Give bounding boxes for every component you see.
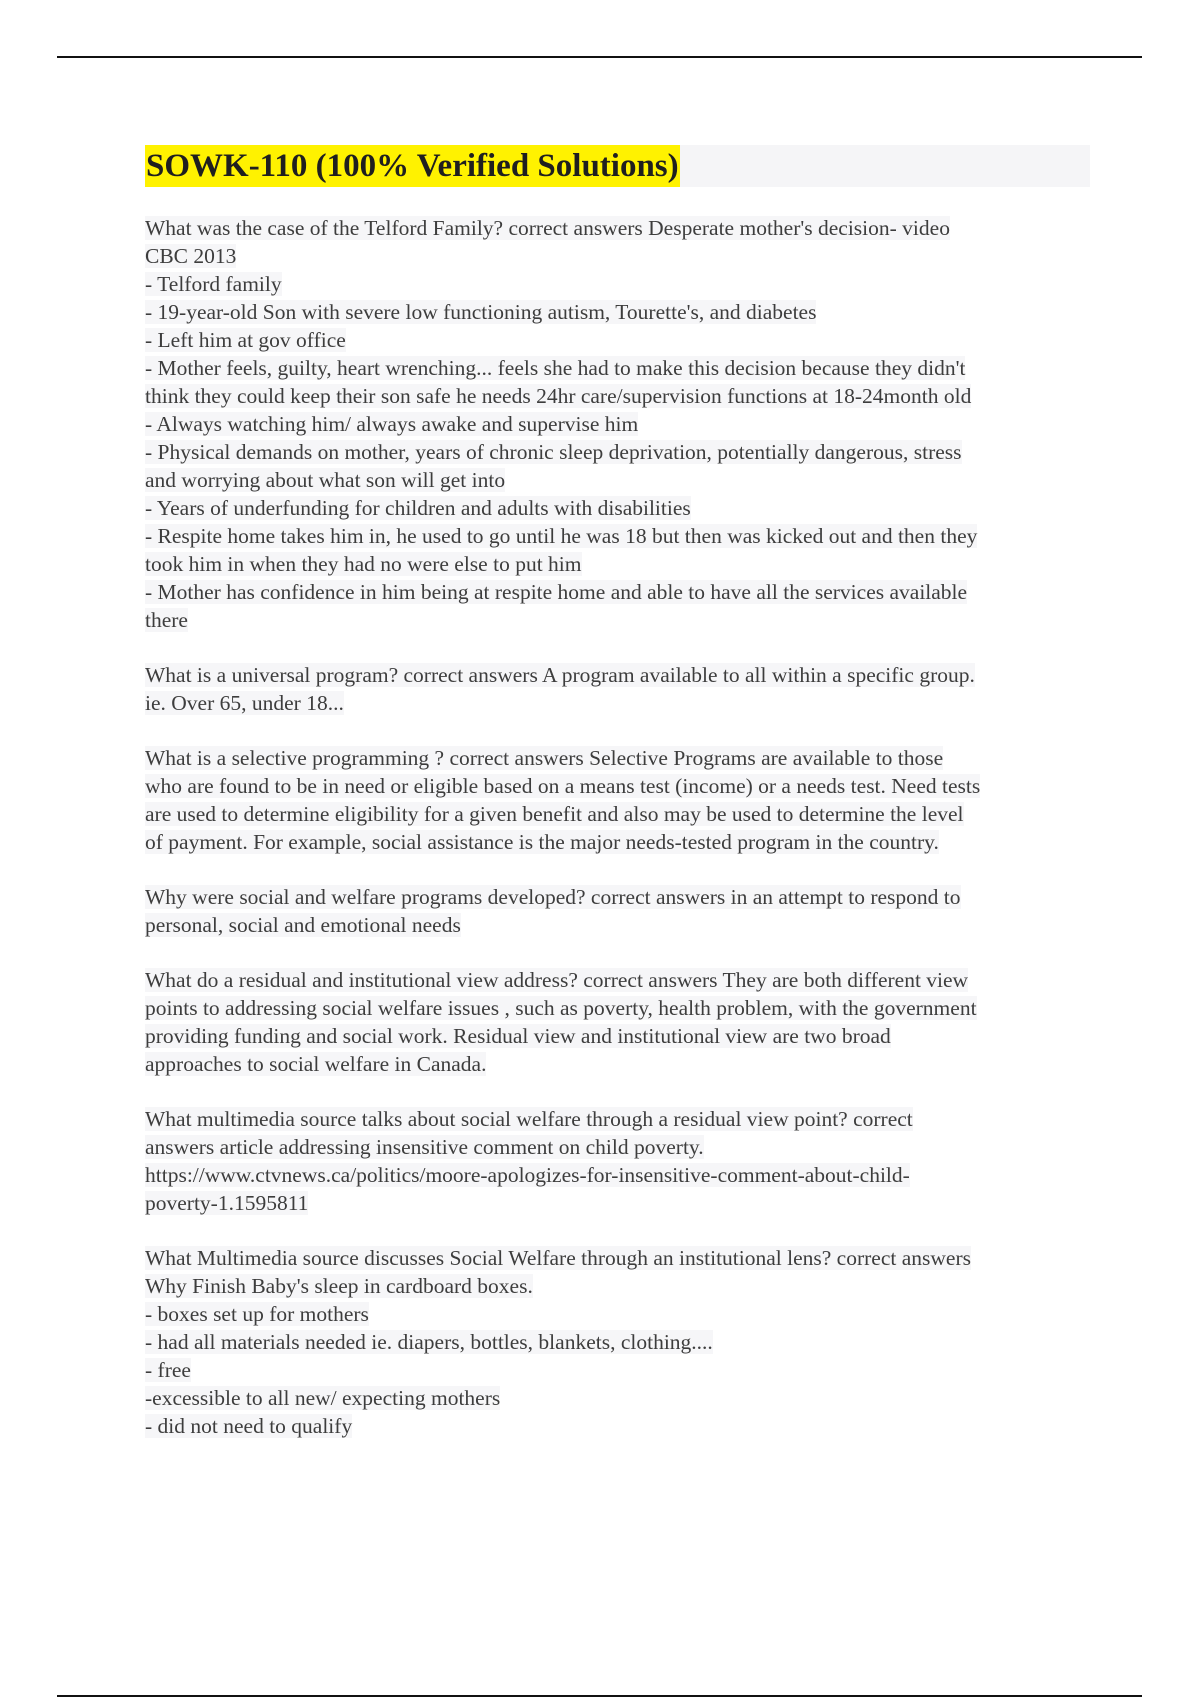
line-text: - did not need to qualify xyxy=(145,1414,353,1438)
qa-block xyxy=(145,966,1090,1078)
line-text: points to addressing social welfare issues , such as poverty, health problem, with the government xyxy=(145,996,977,1020)
qa-list xyxy=(145,214,1090,1440)
document-body xyxy=(145,145,1090,1467)
line-text: - boxes set up for mothers xyxy=(145,1302,369,1326)
line-text: Why were social and welfare programs developed? correct answers in an attempt to respond to xyxy=(145,885,961,909)
text-line xyxy=(145,438,1090,466)
text-line xyxy=(145,1412,1090,1440)
qa-block xyxy=(145,883,1090,939)
line-text: - Left him at gov office xyxy=(145,328,346,352)
line-text: answers article addressing insensitive comment on child poverty. xyxy=(145,1135,704,1159)
text-line xyxy=(145,270,1090,298)
line-text: What is a selective programming ? correct answers Selective Programs are available to those xyxy=(145,746,944,770)
line-text: are used to determine eligibility for a given benefit and also may be used to determine the level xyxy=(145,802,964,826)
line-text: What Multimedia source discusses Social Welfare through an institutional lens? correct answers xyxy=(145,1246,971,1270)
line-text: - Physical demands on mother, years of chronic sleep deprivation, potentially dangerous, stress xyxy=(145,440,962,464)
text-line xyxy=(145,242,1090,270)
text-line xyxy=(145,772,1090,800)
qa-block xyxy=(145,661,1090,717)
line-text: What was the case of the Telford Family? correct answers Desperate mother's decision- video xyxy=(145,216,950,240)
text-line xyxy=(145,689,1090,717)
line-text: personal, social and emotional needs xyxy=(145,913,461,937)
text-line xyxy=(145,1105,1090,1133)
text-line xyxy=(145,661,1090,689)
line-text: think they could keep their son safe he needs 24hr care/supervision functions at 18-24month old xyxy=(145,384,972,408)
text-line xyxy=(145,911,1090,939)
text-line xyxy=(145,382,1090,410)
line-text: What is a universal program? correct answers A program available to all within a specific group. xyxy=(145,663,975,687)
text-line xyxy=(145,1133,1090,1161)
text-line xyxy=(145,326,1090,354)
qa-block xyxy=(145,744,1090,856)
line-text: - free xyxy=(145,1358,191,1382)
text-line xyxy=(145,550,1090,578)
line-text: ie. Over 65, under 18... xyxy=(145,691,344,715)
text-line xyxy=(145,494,1090,522)
bottom-rule xyxy=(57,1695,1142,1697)
line-text: - Years of underfunding for children and adults with disabilities xyxy=(145,496,691,520)
text-line xyxy=(145,1161,1090,1189)
qa-block xyxy=(145,1244,1090,1440)
title-band xyxy=(145,145,1090,187)
line-text: took him in when they had no were else to put him xyxy=(145,552,582,576)
line-text: - Respite home takes him in, he used to go until he was 18 but then was kicked out and then they xyxy=(145,524,978,548)
line-text: there xyxy=(145,608,188,632)
line-text: https://www.ctvnews.ca/politics/moore-apologizes-for-insensitive-comment-about-child- xyxy=(145,1163,910,1187)
line-text: - Mother feels, guilty, heart wrenching... feels she had to make this decision because they didn't xyxy=(145,356,966,380)
text-line xyxy=(145,883,1090,911)
line-text: What do a residual and institutional view address? correct answers They are both different view xyxy=(145,968,969,992)
text-line xyxy=(145,466,1090,494)
text-line xyxy=(145,354,1090,382)
line-text: -excessible to all new/ expecting mothers xyxy=(145,1386,501,1410)
text-line xyxy=(145,1272,1090,1300)
text-line xyxy=(145,578,1090,606)
line-text: of payment. For example, social assistance is the major needs-tested program in the country. xyxy=(145,830,939,854)
text-line xyxy=(145,410,1090,438)
text-line xyxy=(145,994,1090,1022)
line-text: poverty-1.1595811 xyxy=(145,1191,309,1215)
text-line xyxy=(145,744,1090,772)
line-text: - Always watching him/ always awake and supervise him xyxy=(145,412,639,436)
text-line xyxy=(145,1244,1090,1272)
text-line xyxy=(145,1300,1090,1328)
line-text: What multimedia source talks about social welfare through a residual view point? correct xyxy=(145,1107,913,1131)
line-text: who are found to be in need or eligible based on a means test (income) or a needs test. Need tests xyxy=(145,774,981,798)
text-line xyxy=(145,298,1090,326)
line-text: Why Finish Baby's sleep in cardboard boxes. xyxy=(145,1274,533,1298)
text-line xyxy=(145,522,1090,550)
line-text: approaches to social welfare in Canada. xyxy=(145,1052,487,1076)
text-line xyxy=(145,1328,1090,1356)
text-line xyxy=(145,1022,1090,1050)
text-line xyxy=(145,828,1090,856)
line-text: - Mother has confidence in him being at respite home and able to have all the services available xyxy=(145,580,968,604)
text-line xyxy=(145,966,1090,994)
text-line xyxy=(145,214,1090,242)
line-text: - 19-year-old Son with severe low functioning autism, Tourette's, and diabetes xyxy=(145,300,817,324)
text-line xyxy=(145,800,1090,828)
line-text: - Telford family xyxy=(145,272,282,296)
text-line xyxy=(145,1050,1090,1078)
text-line xyxy=(145,1384,1090,1412)
qa-block xyxy=(145,1105,1090,1217)
text-line xyxy=(145,1189,1090,1217)
line-text: - had all materials needed ie. diapers, bottles, blankets, clothing.... xyxy=(145,1330,713,1354)
text-line xyxy=(145,606,1090,634)
text-line xyxy=(145,1356,1090,1384)
line-text: CBC 2013 xyxy=(145,244,237,268)
line-text: and worrying about what son will get into xyxy=(145,468,506,492)
top-rule xyxy=(57,56,1142,58)
qa-block xyxy=(145,214,1090,634)
line-text: providing funding and social work. Residual view and institutional view are two broad xyxy=(145,1024,891,1048)
document-title: SOWK-110 (100% Verified Solutions) xyxy=(145,145,680,187)
